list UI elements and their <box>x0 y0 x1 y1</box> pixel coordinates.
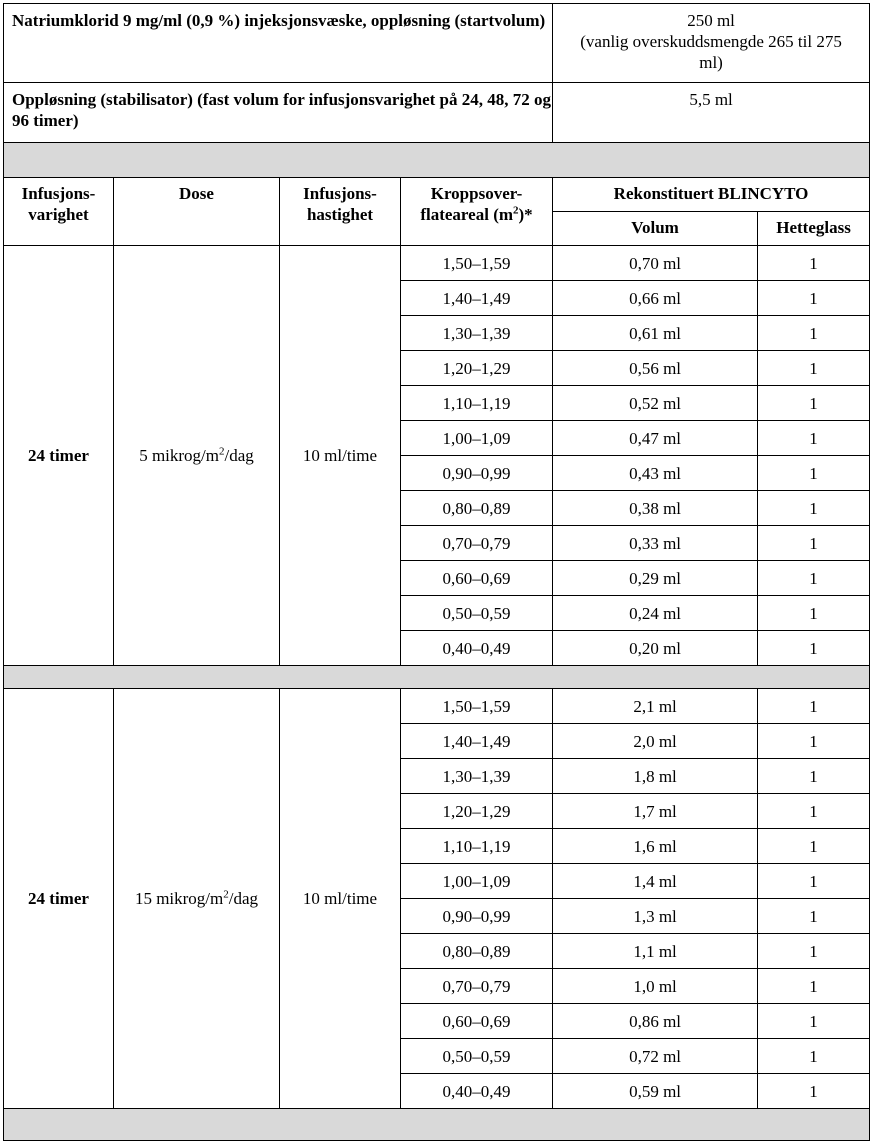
volume-cell: 0,33 ml <box>553 526 758 561</box>
bsa-cell: 1,40–1,49 <box>401 724 553 759</box>
bsa-cell: 1,00–1,09 <box>401 421 553 456</box>
bsa-cell: 0,40–0,49 <box>401 631 553 666</box>
vials-cell: 1 <box>758 1004 870 1039</box>
sodium-chloride-volume: 250 ml <box>687 11 735 30</box>
volume-cell: 2,0 ml <box>553 724 758 759</box>
bsa-cell: 0,90–0,99 <box>401 456 553 491</box>
separator-row <box>4 1109 870 1141</box>
header-bsa-sup: 2 <box>513 204 519 217</box>
vials-cell: 1 <box>758 1039 870 1074</box>
stabilizer-label: Oppløsning (stabilisator) (fast volum for infusjonsvarighet på 24, 48, 72 og 96 timer) <box>4 83 553 143</box>
vials-cell: 1 <box>758 759 870 794</box>
header-rate: Infusjons-hastighet <box>280 178 401 246</box>
vials-cell: 1 <box>758 246 870 281</box>
sodium-chloride-value <box>553 4 870 83</box>
bsa-cell: 0,60–0,69 <box>401 561 553 596</box>
bsa-cell: 1,00–1,09 <box>401 864 553 899</box>
volume-cell: 0,59 ml <box>553 1074 758 1109</box>
header-dose: Dose <box>114 178 280 246</box>
duration-cell: 24 timer <box>4 246 114 666</box>
sodium-chloride-row <box>4 4 870 83</box>
vials-cell: 1 <box>758 596 870 631</box>
bsa-cell: 0,50–0,59 <box>401 1039 553 1074</box>
bsa-cell: 0,50–0,59 <box>401 596 553 631</box>
bsa-cell: 0,90–0,99 <box>401 899 553 934</box>
separator-row <box>4 143 870 178</box>
dose-unit: /dag <box>224 446 254 465</box>
bsa-cell: 1,20–1,29 <box>401 351 553 386</box>
vials-cell: 1 <box>758 899 870 934</box>
stabilizer-row <box>4 83 870 143</box>
vials-cell: 1 <box>758 316 870 351</box>
vials-cell: 1 <box>758 561 870 596</box>
bsa-cell: 0,40–0,49 <box>401 1074 553 1109</box>
table-row <box>4 246 870 281</box>
header-bsa-text: Kroppsover-flateareal (m <box>420 184 523 224</box>
volume-cell: 0,29 ml <box>553 561 758 596</box>
bsa-cell: 1,50–1,59 <box>401 689 553 724</box>
volume-cell: 0,52 ml <box>553 386 758 421</box>
vials-cell: 1 <box>758 864 870 899</box>
bsa-cell: 1,20–1,29 <box>401 794 553 829</box>
volume-cell: 0,20 ml <box>553 631 758 666</box>
dose-text: 15 mikrog/m <box>134 889 224 908</box>
vials-cell: 1 <box>758 351 870 386</box>
vials-cell: 1 <box>758 631 870 666</box>
separator-cell <box>4 143 870 178</box>
volume-cell: 0,86 ml <box>553 1004 758 1039</box>
separator-cell <box>4 1109 870 1141</box>
volume-cell: 0,56 ml <box>553 351 758 386</box>
sodium-chloride-overfill: (vanlig overskuddsmengde 265 til 275 ml) <box>580 32 842 72</box>
bsa-cell: 1,50–1,59 <box>401 246 553 281</box>
rate-cell: 10 ml/time <box>280 246 401 666</box>
bsa-cell: 0,80–0,89 <box>401 934 553 969</box>
bsa-cell: 1,40–1,49 <box>401 281 553 316</box>
vials-cell: 1 <box>758 281 870 316</box>
vials-cell: 1 <box>758 421 870 456</box>
header-volume: Volum <box>553 212 758 246</box>
vials-cell: 1 <box>758 934 870 969</box>
volume-cell: 0,61 ml <box>553 316 758 351</box>
header-bsa <box>401 178 553 246</box>
bsa-cell: 0,80–0,89 <box>401 491 553 526</box>
bsa-cell: 0,70–0,79 <box>401 526 553 561</box>
bsa-cell: 0,60–0,69 <box>401 1004 553 1039</box>
bsa-cell: 0,70–0,79 <box>401 969 553 1004</box>
rate-cell: 10 ml/time <box>280 689 401 1109</box>
volume-cell: 0,70 ml <box>553 246 758 281</box>
volume-cell: 0,24 ml <box>553 596 758 631</box>
bsa-cell: 1,30–1,39 <box>401 759 553 794</box>
header-reconstituted: Rekonstituert BLINCYTO <box>553 178 870 212</box>
stabilizer-value: 5,5 ml <box>553 83 870 143</box>
vials-cell: 1 <box>758 969 870 1004</box>
volume-cell: 0,47 ml <box>553 421 758 456</box>
header-duration: Infusjons-varighet <box>4 178 114 246</box>
volume-cell: 0,66 ml <box>553 281 758 316</box>
volume-cell: 2,1 ml <box>553 689 758 724</box>
bsa-cell: 1,10–1,19 <box>401 829 553 864</box>
table-row <box>4 689 870 724</box>
dose-unit: /dag <box>228 889 259 908</box>
vials-cell: 1 <box>758 829 870 864</box>
vials-cell: 1 <box>758 456 870 491</box>
volume-cell: 0,43 ml <box>553 456 758 491</box>
dose-text: 5 mikrog/m <box>139 446 220 465</box>
header-vials: Hetteglass <box>758 212 870 246</box>
vials-cell: 1 <box>758 526 870 561</box>
volume-cell: 1,8 ml <box>553 759 758 794</box>
volume-cell: 1,6 ml <box>553 829 758 864</box>
dose-cell <box>114 246 280 666</box>
separator-cell <box>4 666 870 689</box>
volume-cell: 1,3 ml <box>553 899 758 934</box>
dose-sup: 2 <box>223 888 229 901</box>
separator-row <box>4 666 870 689</box>
vials-cell: 1 <box>758 1074 870 1109</box>
dosing-table <box>3 3 870 1141</box>
header-row-1 <box>4 178 870 212</box>
dose-cell <box>114 689 280 1109</box>
volume-cell: 0,72 ml <box>553 1039 758 1074</box>
sodium-chloride-label: Natriumklorid 9 mg/ml (0,9 %) injeksjonsvæske, oppløsning (startvolum) <box>4 4 553 83</box>
volume-cell: 1,1 ml <box>553 934 758 969</box>
volume-cell: 1,0 ml <box>553 969 758 1004</box>
vials-cell: 1 <box>758 386 870 421</box>
vials-cell: 1 <box>758 689 870 724</box>
vials-cell: 1 <box>758 794 870 829</box>
dose-sup: 2 <box>219 445 225 458</box>
vials-cell: 1 <box>758 724 870 759</box>
vials-cell: 1 <box>758 491 870 526</box>
header-bsa-post: )* <box>518 205 533 224</box>
volume-cell: 1,4 ml <box>553 864 758 899</box>
bsa-cell: 1,30–1,39 <box>401 316 553 351</box>
duration-cell: 24 timer <box>4 689 114 1109</box>
bsa-cell: 1,10–1,19 <box>401 386 553 421</box>
volume-cell: 0,38 ml <box>553 491 758 526</box>
volume-cell: 1,7 ml <box>553 794 758 829</box>
